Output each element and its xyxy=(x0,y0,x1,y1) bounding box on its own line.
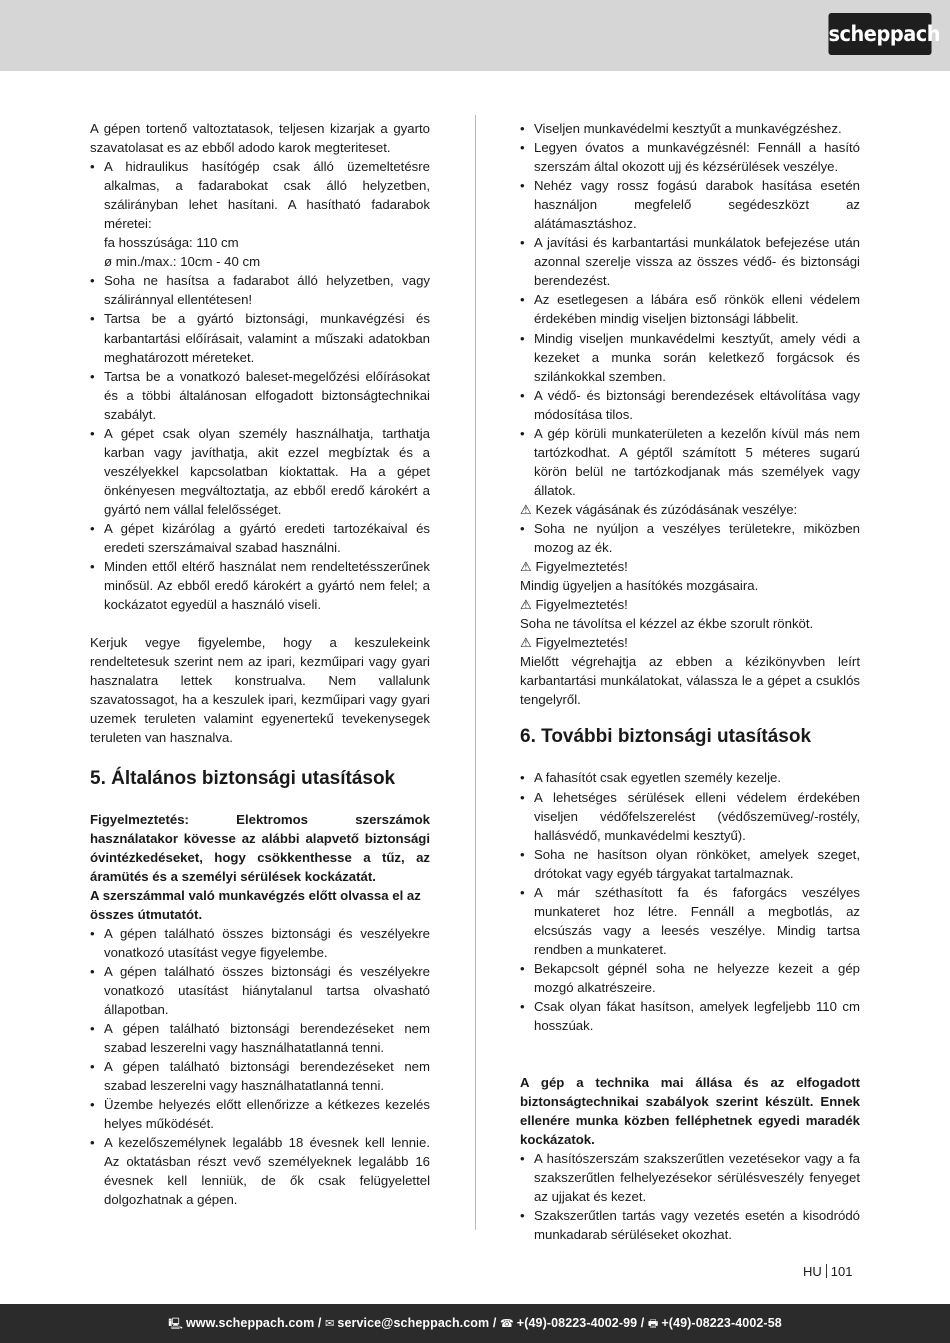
warning-text: Soha ne távolítsa el kézzel az ékbe szorult rönköt. xyxy=(520,616,814,632)
right-bullet-list-2 xyxy=(520,768,860,1035)
list-item: • A már széthasított fa és faforgács veszélyes munkateret hoz létre. Fennáll a megbotlás, az elcsúszás vagy a leesés veszélye. Mindig tartsa rendben a munkateret. xyxy=(520,883,860,959)
footer-email[interactable]: service@scheppach.com / xyxy=(337,1316,497,1330)
read-instructions-note: A szerszámmal való munkavégzés előtt olvassa el az összes útmutatót. xyxy=(90,887,421,922)
right-bullet-list-1 xyxy=(520,119,860,500)
list-item: • Soha ne hasítson olyan rönköket, amelyek szeget, drótokat vagy egyéb tárgyakat tartalmaznak. xyxy=(520,845,860,883)
page-number xyxy=(803,1264,852,1279)
list-item: • A lehetséges sérülések elleni védelem érdekében viseljen védőfelszerelést (védőszemüveg/-rostély, hallásvédő, munkavédelmi kesztyű). xyxy=(520,788,860,845)
residual-risk-paragraph: A gép a technika mai állása és az elfogadott biztonságtechnikai szabályok szerint készült. Ennek ellenére munka közben felléphetnek egyedi maradék kockázatok. xyxy=(520,1075,860,1148)
page-language: HU xyxy=(803,1264,822,1279)
phone-icon: ☎ xyxy=(499,1317,514,1330)
hazard-heading: ⚠ Kezek vágásának és zúzódásának veszélye: xyxy=(520,501,798,517)
list-item: • A gépen található összes biztonsági és veszélyekre vonatkozó utasítást vegye figyelembe. xyxy=(90,924,430,962)
list-item: • Viseljen munkavédelmi kesztyűt a munkavégzéshez. xyxy=(520,119,860,138)
column-divider xyxy=(475,115,476,1230)
right-column xyxy=(520,119,860,1245)
warning-text: Mielőtt végrehajtja az ebben a kézikönyvben leírt karbantartási munkálatokat, válassza le a gépet a csuklós tengelyről. xyxy=(520,654,860,708)
list-item: • Soha ne hasítsa a fadarabot álló helyzetben, vagy száliránnyal ellentétesen! xyxy=(90,271,430,309)
warning-text: Mindig ügyeljen a hasítókés mozgásaira. xyxy=(520,578,759,594)
list-item: • Tartsa be a vonatkozó baleset-megelőzési előírásokat és a többi általánosan elfogadott biztonságtechnikai szabályt. xyxy=(90,367,430,424)
header-bar xyxy=(0,0,950,71)
list-item: • Csak olyan fákat hasítson, amelyek legfeljebb 110 cm hosszúak. xyxy=(520,997,860,1035)
left-column xyxy=(90,119,430,1209)
brand-logo: scheppach xyxy=(828,13,931,55)
fax-icon: 🖶 xyxy=(647,1317,659,1330)
list-item: • Minden ettől eltérő használat nem rendeltetésszerűnek minősül. Az ebből eredő károkért a gyártó nem felel; a kockázatot egyedül a használó viseli. xyxy=(90,557,430,614)
list-item: • Nehéz vagy rossz fogású darabok hasítása esetén használjon megfelelő segédeszközt az alátámasztáshoz. xyxy=(520,176,860,233)
computer-icon: 🖳 xyxy=(168,1317,183,1330)
list-item: • A gépen található összes biztonsági és veszélyekre vonatkozó utasítást hiánytalanul tartsa olvasható állapotban. xyxy=(90,962,430,1019)
footer-phone: +(49)-08223-4002-99 / xyxy=(516,1316,645,1330)
mail-icon: ✉ xyxy=(325,1317,335,1330)
hazard-list xyxy=(520,519,860,557)
list-item: • A javítási és karbantartási munkálatok befejezése után azonnal szerelje vissza az összes védő- és biztonsági berendezést. xyxy=(520,233,860,290)
list-item: • A gépet kizárólag a gyártó eredeti tartozékaival és eredeti szerszámaival szabad használni. xyxy=(90,519,430,557)
list-item: • Az esetlegesen a lábára eső rönkök elleni védelem érdekében mindig viseljen biztonsági lábbelit. xyxy=(520,290,860,328)
page-number-value: 101 xyxy=(830,1264,853,1279)
left-bullet-list-1 xyxy=(90,157,430,614)
footer-fax: +(49)-08223-4002-58 xyxy=(661,1316,782,1330)
section-5-heading: 5. Általános biztonsági utasítások xyxy=(90,767,396,789)
list-item: • A gépen található biztonsági berendezéseket nem szabad leszerelni vagy használhatatlanná tenni. xyxy=(90,1057,430,1095)
list-item: • A védő- és biztonsági berendezések eltávolítása vagy módosítása tilos. xyxy=(520,386,860,424)
warning-label: ⚠ Figyelmeztetés! xyxy=(520,635,628,651)
intro-paragraph: A gépen tortenő valtoztatasok, teljesen kizarjak a gyarto szavatolasat es az ebből adodo karok megteriteset. xyxy=(90,121,430,156)
usage-paragraph: Kerjuk vegye figyelembe, hogy a keszulekeink rendeltetesuk szerint nem az ipari, kezműipari vagy gyari hasznalatra lettek konstrualva. Nem vallalunk szavatossagot, ha a keszulek ipari, kezműipari vagy gyari uzemek teruleten valamint egyenertekű tevekenysegek teruleten van hasznalva. xyxy=(90,635,430,746)
warning-label: ⚠ Figyelmeztetés! xyxy=(520,597,628,613)
left-bullet-list-2 xyxy=(90,924,430,1210)
list-item: • Tartsa be a gyártó biztonsági, munkavégzési és karbantartási előírásait, valamint a műszaki adatokban meghatározott méreteket. xyxy=(90,309,430,366)
list-item: • Soha ne nyúljon a veszélyes területekre, miközben mozog az ék. xyxy=(520,519,860,557)
section-6-heading: 6. További biztonsági utasítások xyxy=(520,726,812,748)
footer-bar xyxy=(0,1304,950,1343)
list-item: • Mindig viseljen munkavédelmi kesztyűt, amely védi a kezeket a munka során keletkező forgácsok és szilánkokkal szemben. xyxy=(520,329,860,386)
list-item: • Legyen óvatos a munkavégzésnél: Fennáll a hasító szerszám által okozott ujj és kézsérülések veszélye. xyxy=(520,138,860,176)
list-item: • A hasítószerszám szakszerűtlen vezetésekor vagy a fa szakszerűtlen felhelyezésekor sérülésveszély fenyeget az ujjakat és kezet. xyxy=(520,1149,860,1206)
list-item: • Szakszerűtlen tartás vagy vezetés esetén a kisodródó munkadarab sérüléseket okozhat. xyxy=(520,1206,860,1244)
warning-paragraph: Figyelmeztetés: Elektromos szerszámok használatakor kövesse az alábbi alapvető biztonsági óvintézkedéseket, hogy csökkenthesse a tűz, az áramütés és a személyi sérülések kockázatát. xyxy=(90,811,430,884)
list-item: • A gépen található biztonsági berendezéseket nem szabad leszerelni vagy használhatatlanná tenni. xyxy=(90,1019,430,1057)
list-item: • A hidraulikus hasítógép csak álló üzemeltetésre alkalmas, a fadarabokat csak álló helyzetben, szálirányban lehet hasítani. A hasítható fadarabok méretei: fa hosszúsága: 110 cm ø min./max.: 10cm - 40 cm xyxy=(90,157,430,271)
warning-label: ⚠ Figyelmeztetés! xyxy=(520,559,628,575)
list-item: • A gép körüli munkaterületen a kezelőn kívül más nem tartózkodhat. A géptől számított 5 méteres sugarú körön belül ne tartózkodjanak más személyek vagy állatok. xyxy=(520,424,860,500)
list-item: • Üzembe helyezés előtt ellenőrizze a kétkezes kezelés helyes működését. xyxy=(90,1095,430,1133)
list-item: • A fahasítót csak egyetlen személy kezelje. xyxy=(520,768,860,787)
list-item: • Bekapcsolt gépnél soha ne helyezze kezeit a gép mozgó alkatrészeire. xyxy=(520,959,860,997)
list-item: • A kezelőszemélynek legalább 18 évesnek kell lennie. Az oktatásban részt vevő személyeknek legalább 16 évesnek kell lenniük, de ők csak felügyelettel dolgozhatnak a gépen. xyxy=(90,1133,430,1209)
footer-website[interactable]: www.scheppach.com / xyxy=(185,1316,322,1330)
right-bullet-list-3 xyxy=(520,1149,860,1244)
list-item: • A gépet csak olyan személy használhatja, tarthatja karban vagy javíthatja, akit ezzel megbíztak és a veszélyekkel kapcsolatban kioktattak. Ha a gépet önkényesen megváltoztatja, az ebből eredő károkért a gyártó nem vállal felelősséget. xyxy=(90,424,430,519)
